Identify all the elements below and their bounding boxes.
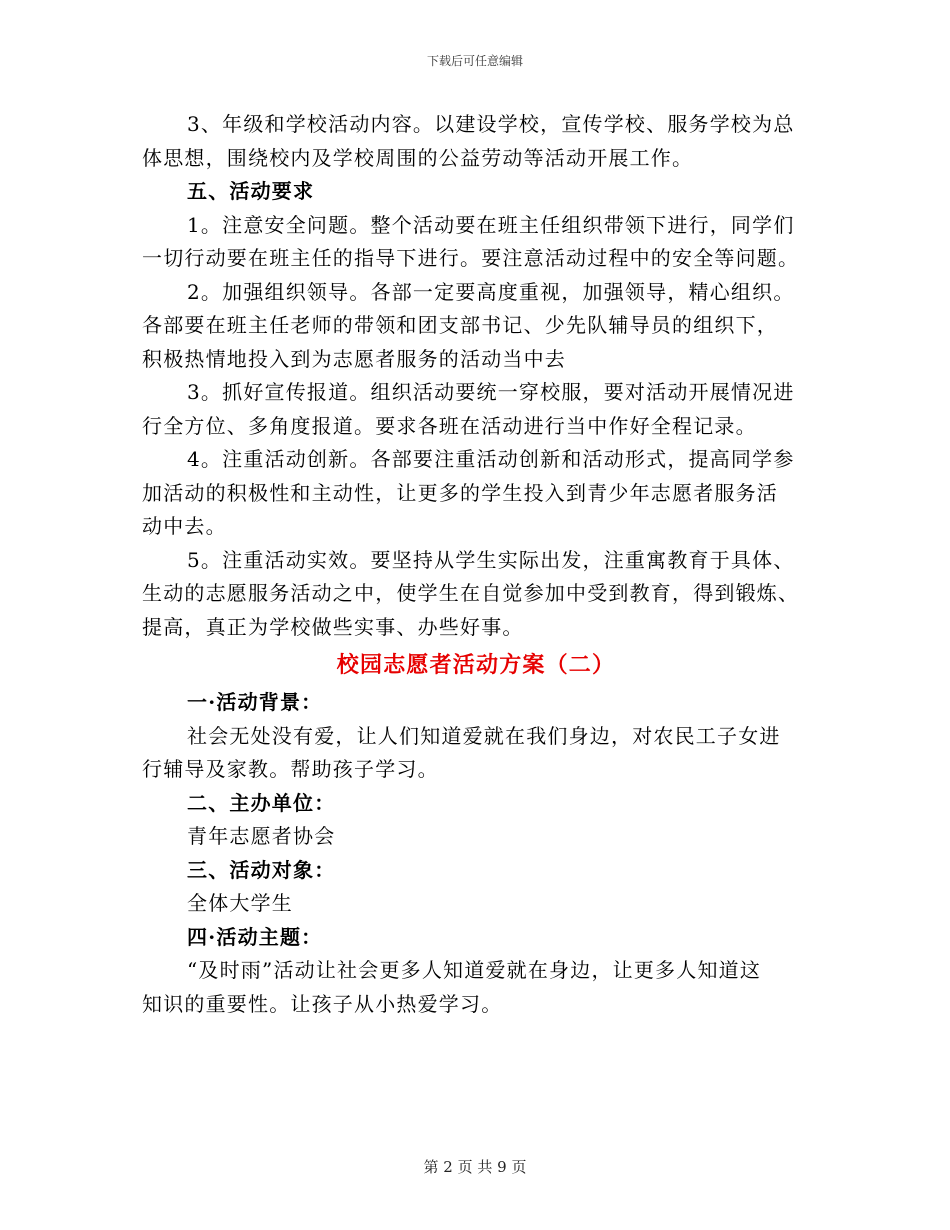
heading-target: 三、活动对象： <box>187 857 336 882</box>
paragraph-item-3: 3、年级和学校活动内容。以建设学校，宣传学校、服务学校为总 体思想，围绕校内及学校周围的公益劳动等活动开展工作。 <box>142 112 795 170</box>
heading-theme: 四·活动主题： <box>187 924 323 949</box>
paragraph-req-1: 1。注意安全问题。整个活动要在班主任组织带领下进行，同学们 一切行动要在班主任的指导下进行。要注意活动过程中的安全等问题。 <box>142 212 800 270</box>
heading-organizer: 二、主办单位： <box>187 790 336 815</box>
paragraph-organizer: 青年志愿者协会 <box>187 824 336 848</box>
document-body <box>142 108 810 1021</box>
section-title: 校园志愿者活动方案（二） <box>336 652 616 678</box>
heading-background: 一·活动背景： <box>187 690 323 714</box>
paragraph-background: 社会无处没有爱，让人们知道爱就在我们身边，对农民工子女进 行辅导及家教。帮助孩子学习。 <box>142 723 781 781</box>
heading-activity-requirements: 五、活动要求 <box>187 179 315 203</box>
page-header: 下载后可任意编辑 <box>426 54 523 68</box>
paragraph-target: 全体大学生 <box>187 891 293 915</box>
paragraph-req-4: 4。注重活动创新。各部要注重活动创新和活动形式，提高同学参 加活动的积极性和主动性，让更多的学生投入到青少年志愿者服务活 动中去。 <box>142 447 795 538</box>
paragraph-theme: “及时雨”活动让社会更多人知道爱就在身边，让更多人知道这 知识的重要性。让孩子从小热爱学习。 <box>142 958 762 1016</box>
paragraph-req-3: 3。抓好宣传报道。组织活动要统一穿校服，要对活动开展情况进 行全方位、多角度报道。要求各班在活动进行当中作好全程记录。 <box>142 380 795 438</box>
paragraph-req-2: 2。加强组织领导。各部一定要高度重视，加强领导，精心组织。 各部要在班主任老师的带领和团支部书记、少先队辅导员的组织下， 积极热情地投入到为志愿者服务的活动当中去 <box>142 279 795 371</box>
paragraph-req-5: 5。注重活动实效。要坚持从学生实际出发，注重寓教育于具体、 生动的志愿服务活动之中，使学生在自觉参加中受到教育，得到锻炼、 提高，真正为学校做些实事、办些好事。 <box>142 547 800 639</box>
page-footer: 第 2 页 共 9 页 <box>423 1158 527 1176</box>
